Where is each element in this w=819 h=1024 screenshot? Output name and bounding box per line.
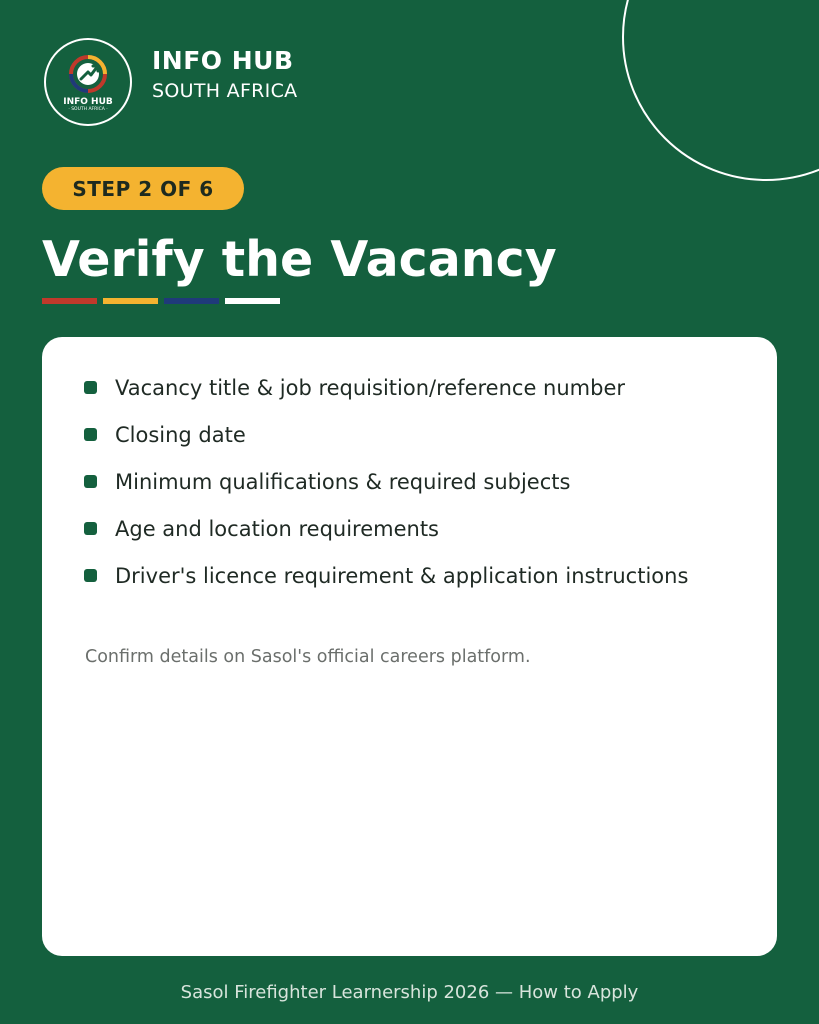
card-note: Confirm details on Sasol's official careers platform. <box>85 647 531 667</box>
flag-bar-blue <box>164 298 219 304</box>
list-item-text: Age and location requirements <box>115 517 439 541</box>
flag-bar-yellow <box>103 298 158 304</box>
requirements-list <box>84 373 724 608</box>
list-item <box>84 373 724 403</box>
list-item-text: Closing date <box>115 423 246 447</box>
list-item <box>84 514 724 544</box>
requirements-card <box>42 337 777 956</box>
bullet-icon <box>84 569 97 582</box>
list-item <box>84 561 724 591</box>
logo-text: INFO HUB <box>63 96 113 107</box>
bullet-icon <box>84 522 97 535</box>
list-item-text: Vacancy title & job requisition/reference number <box>115 376 625 400</box>
list-item <box>84 467 724 497</box>
info-hub-logo <box>44 38 132 126</box>
brand-subtitle: SOUTH AFRICA <box>152 80 298 102</box>
decorative-circle <box>622 0 819 181</box>
step-badge: STEP 2 OF 6 <box>42 167 244 210</box>
bullet-icon <box>84 381 97 394</box>
footer-caption: Sasol Firefighter Learnership 2026 — How to Apply <box>180 982 639 1003</box>
list-item-text: Driver's licence requirement & application instructions <box>115 564 689 588</box>
brand-title: INFO HUB <box>152 46 294 75</box>
bullet-icon <box>84 475 97 488</box>
logo-emblem-icon <box>66 52 110 96</box>
logo-subtext: · SOUTH AFRICA · <box>68 106 108 112</box>
list-item-text: Minimum qualifications & required subjects <box>115 470 571 494</box>
flag-bar-white <box>225 298 280 304</box>
list-item <box>84 420 724 450</box>
page-title: Verify the Vacancy <box>42 231 557 288</box>
bullet-icon <box>84 428 97 441</box>
flag-bar-red <box>42 298 97 304</box>
